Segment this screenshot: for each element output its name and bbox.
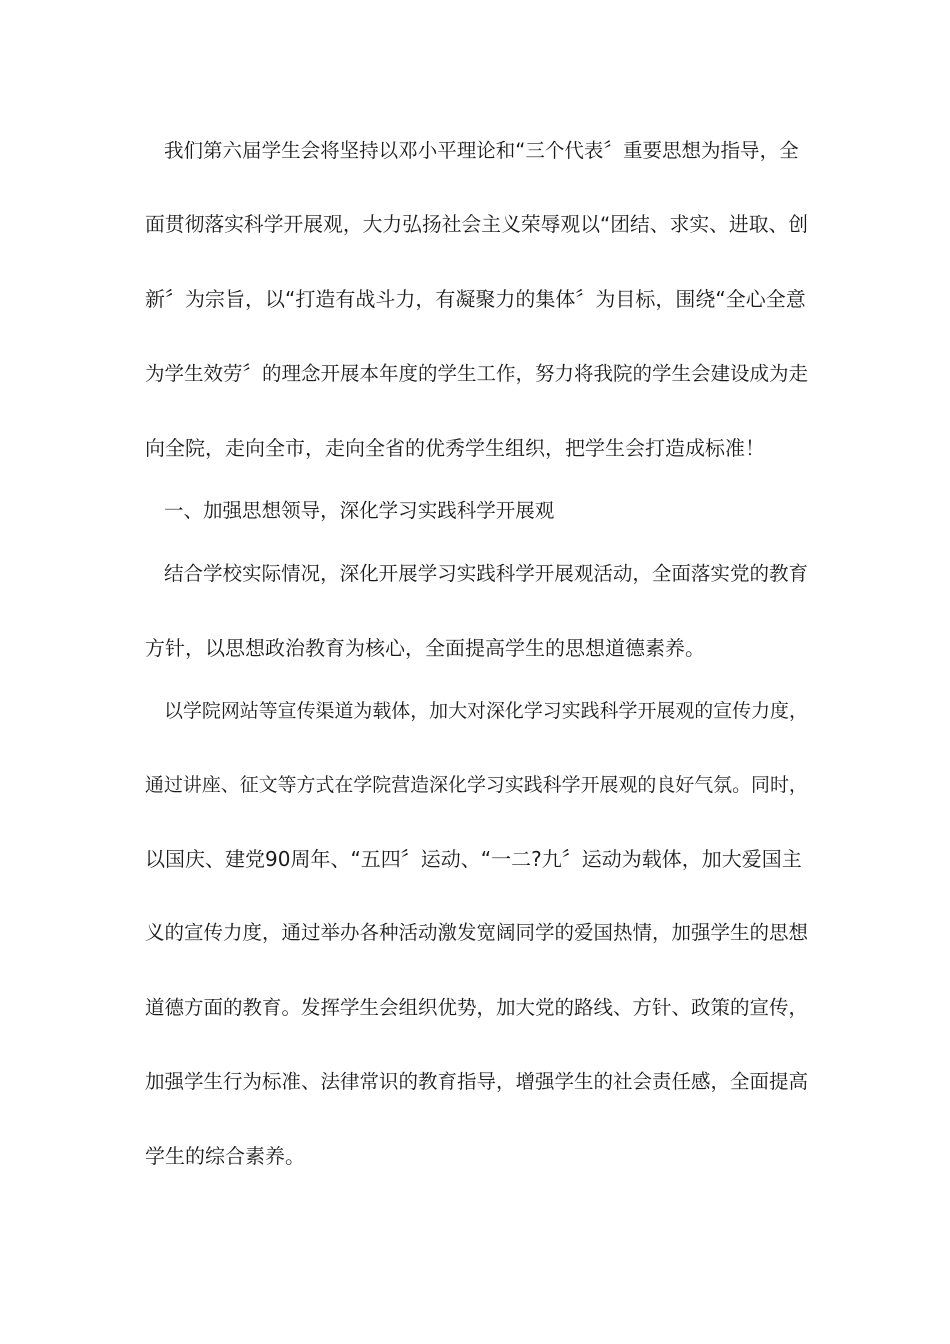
paragraph-3-line-3: 以国庆、建党90周年、“五四〞运动、“一二?九〞运动为载体，加大爱国主: [145, 847, 802, 871]
paragraph-3-line-1: 以学院网站等宣传渠道为载体，加大对深化学习实践科学开展观的宣传力度，: [164, 700, 808, 722]
paragraph-2-line-1: 结合学校实际情况，深化开展学习实践科学开展观活动，全面落实党的教育: [164, 562, 809, 585]
section-heading: 一、加强思想领导，深化学习实践科学开展观: [164, 499, 555, 522]
paragraph-3-line-4: 义的宣传力度，通过举办各种活动激发宽阔同学的爱国热情，加强学生的思想: [145, 921, 809, 944]
paragraph-3-line-5: 道德方面的教育。发挥学生会组织优势，加大党的路线、方针、政策的宣传，: [145, 996, 809, 1019]
paragraph-3-line-7: 学生的综合素养。: [145, 1144, 305, 1168]
paragraph-3-line-6: 加强学生行为标准、法律常识的教育指导，增强学生的社会责任感，全面提高: [145, 1070, 809, 1093]
paragraph-1-line-4: 为学生效劳〞的理念开展本年度的学生工作，努力将我院的学生会建设成为走: [145, 362, 809, 385]
paragraph-1-line-1: 我们第六届学生会将坚持以邓小平理论和“三个代表〞重要思想为指导，全: [164, 139, 799, 162]
paragraph-1-line-5: 向全院，走向全市，走向全省的优秀学生组织，把学生会打造成标准！: [145, 436, 765, 460]
paragraph-2-line-2: 方针，以思想政治教育为核心，全面提高学生的思想道德素养。: [145, 636, 705, 660]
paragraph-1-line-2: 面贯彻落实科学开展观，大力弘扬社会主义荣辱观以“团结、求实、进取、创: [145, 213, 809, 236]
paragraph-1-line-3: 新〞为宗旨，以“打造有战斗力，有凝聚力的集体〞为目标，围绕“全心全意: [145, 287, 806, 311]
paragraph-3-line-2: 通过讲座、征文等方式在学院营造深化学习实践科学开展观的良好气氛。同时，: [145, 774, 808, 796]
